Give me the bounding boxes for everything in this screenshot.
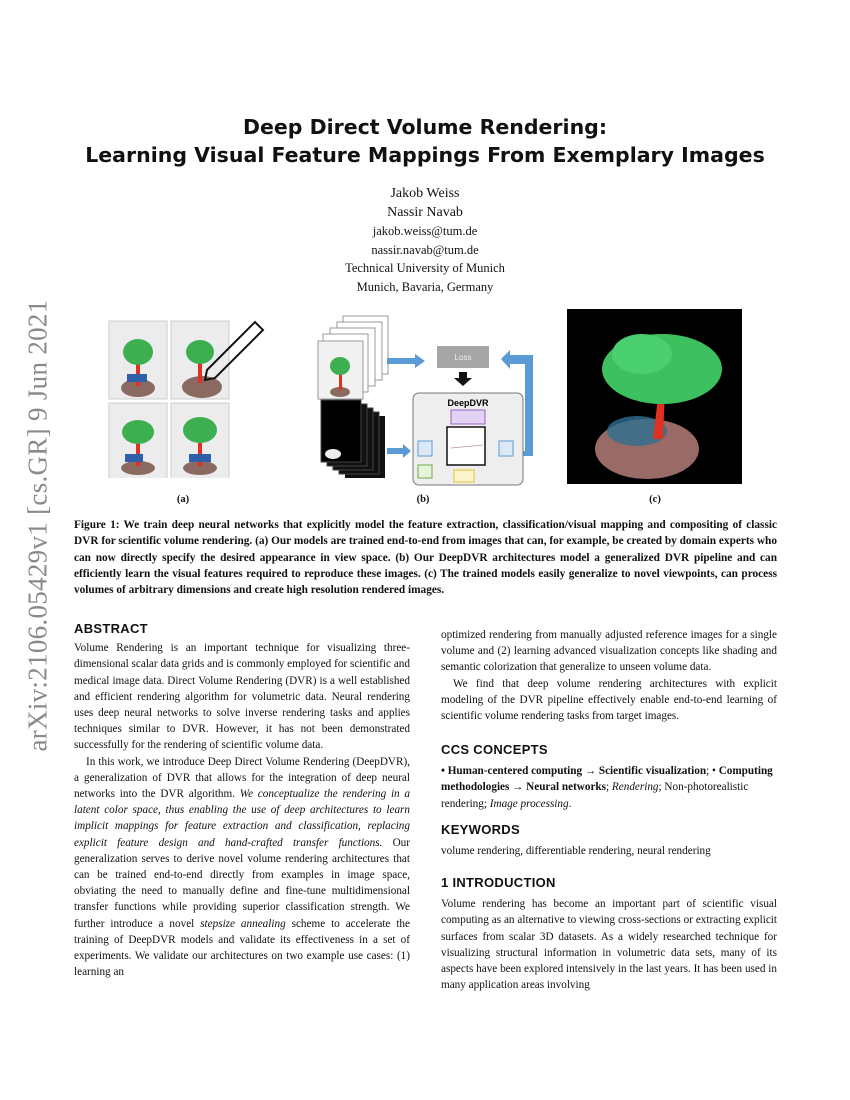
text-span: Our generalization serves to derive novel volume rendering architectures that can be trained end-to-end directly from examples in image space, obviating the need to manually define and fine-tune multidimensional transfer functions while providing superior classification strength. We further introduce a novel (74, 836, 410, 930)
abstract-continued (441, 627, 777, 724)
author-block (0, 185, 850, 296)
text-span: . (568, 797, 572, 810)
keywords-section (441, 822, 777, 859)
ccs-text (441, 763, 777, 812)
introduction-heading: 1 INTRODUCTION (441, 875, 556, 890)
text-span: ; (606, 781, 612, 794)
text-span: ; • (706, 765, 719, 778)
figure-panel-a (105, 308, 285, 478)
introduction-section (441, 875, 777, 993)
figure-caption: Figure 1: We train deep neural networks that explicitly model the feature extraction, classification/visual mapping and compositing of classic DVR for scientific volume rendering. (a) Our models are trained end-to-end from images that can, for example, be created by domain experts who can now directly specify the desired appearance in view space. (b) Our DeepDVR architectures model a generalized DVR pipeline and can efficiently learn the visual features required to reproduce these images. (c) The trained models easily generalize to novel viewpoints, can process volumes of arbitrary dimensions and create high resolution rendered images. (74, 519, 777, 597)
volume-slices (321, 400, 385, 478)
deepdvr-pipeline-diagram (315, 308, 545, 488)
author-email: nassir.navab@tum.de (371, 242, 479, 257)
ccs-concept: • Human-centered computing → Scientific visualization (441, 765, 707, 778)
emphasis-text: Rendering (611, 781, 659, 794)
figure-panel-c (567, 309, 742, 484)
ccs-heading: CCS CONCEPTS (441, 742, 548, 757)
abstract-paragraph (74, 754, 410, 981)
introduction-paragraph: Volume rendering has become an important part of scientific visual computing as an alternative to viewing cross-sections or extracting explicit surfaces from scalar 3D datasets. As a widely researched technique for visualizing structural information in volumetric data sets, many of its aspects have been explored intensively in the last years. It has been used in many application areas involving (441, 898, 777, 992)
affiliation: Technical University of Munich (345, 261, 505, 275)
title-line: Deep Direct Volume Rendering: (242, 115, 608, 139)
emphasis-text: stepsize annealing (200, 917, 286, 930)
figure-panel-b (315, 308, 545, 488)
keywords-text: volume rendering, differentiable rendering, neural rendering (441, 845, 711, 858)
affiliation-location: Munich, Bavaria, Germany (356, 279, 494, 294)
loss-box-label: Loss (454, 353, 472, 362)
paper-title (0, 113, 850, 169)
subfigure-label-c: (c) (649, 494, 661, 505)
keywords-heading: KEYWORDS (441, 822, 520, 837)
text-span: In this work, we introduce Deep Direct Volume Rendering (DeepDVR), a generalization of DVR that allows for the integration of deep neural networks into the DVR algorithm. (74, 755, 410, 801)
exemplar-images (105, 308, 285, 478)
author-name: Nassir Navab (387, 204, 463, 220)
abstract-paragraph: Volume Rendering is an important technique for visualizing three-dimensional scalar data grids and is commonly employed for scientific and medical image data. Direct Volume Rendering (DVR) is a well established and efficient rendering algorithm for volumetric data. Neural rendering uses deep neural networks to solve inverse rendering tasks and applies techniques similar to DVR. However, it has not been demonstrated successfully for the rendering of scientific volume data. (74, 642, 410, 752)
arxiv-stamp: arXiv:2106.05429v1 [cs.GR] 9 Jun 2021 (22, 299, 53, 752)
author-name: Jakob Weiss (390, 186, 460, 201)
emphasis-text: Image processing (489, 797, 569, 810)
abstract-heading: ABSTRACT (74, 621, 148, 636)
ccs-concepts-section (441, 742, 777, 812)
text-span: ; Non-photorealistic rendering; (441, 781, 749, 810)
ccs-concept: Computing methodologies → Neural networks (441, 765, 773, 794)
text-span: scheme to accelerate the training of DeepDVR models and validate its effectiveness in a set of experiments. We validate our architectures on two example use cases: (1) learning an (74, 917, 410, 979)
subfigure-label-b: (b) (416, 494, 430, 505)
abstract-section (74, 621, 410, 980)
deepdvr-label: DeepDVR (447, 398, 489, 408)
abstract-paragraph: We find that deep volume rendering architectures with explicit modeling of the DVR pipeline effectively enable end-to-end learning of scientific volume rendering tasks from target images. (441, 677, 777, 723)
title-line: Learning Visual Feature Mappings From Exemplary Images (85, 143, 765, 167)
author-email: jakob.weiss@tum.de (372, 224, 478, 238)
emphasis-text: We conceptualize the rendering in a latent color space, thus enabling the use of deep architectures to learn implicit mappings for feature extraction and classification, replacing explicit feature design and hand-crafted transfer functions. (74, 788, 410, 849)
abstract-paragraph: optimized rendering from manually adjusted reference images for a single volume and (2) learning advanced visualization concepts like shading and semantic colorization that generalize to unseen volume data. (441, 629, 777, 674)
subfigure-label-a: (a) (176, 494, 190, 505)
rendered-bonsai-image (567, 309, 742, 484)
